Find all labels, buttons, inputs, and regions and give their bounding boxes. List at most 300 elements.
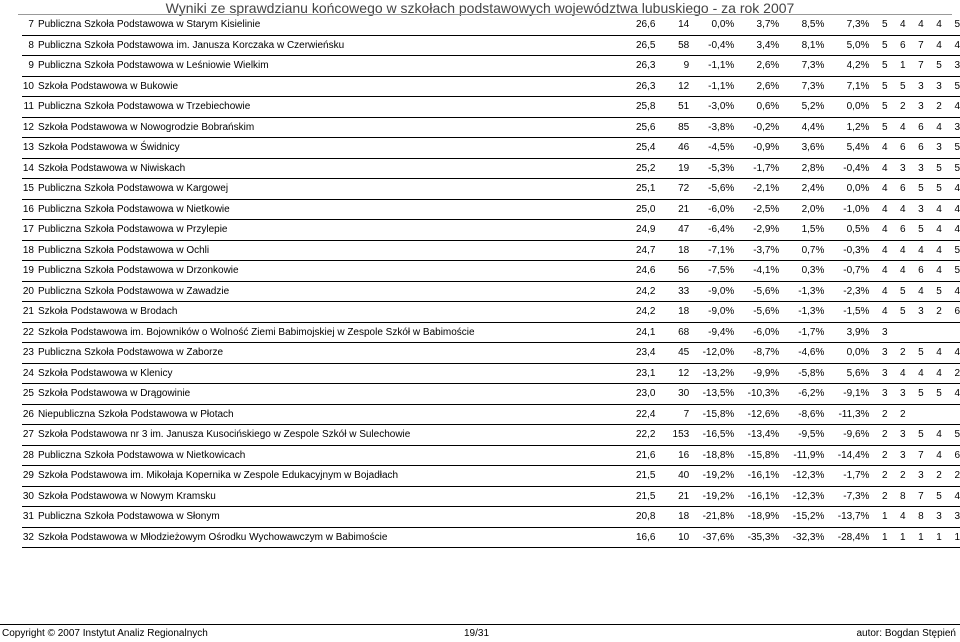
stanine-5: 4	[954, 285, 960, 297]
page-title: Wyniki ze sprawdzianu końcowego w szkołach podstawowych województwa lubuskiego - za rok 2007	[165, 0, 795, 16]
school-name: Publiczna Szkoła Podstawowa w Leśniowie Wielkim	[37, 60, 269, 71]
school-name: Publiczna Szkoła Podstawowa w Trzebiechowie	[37, 101, 251, 112]
stanine-3: 5	[918, 224, 924, 235]
stanine-4: 2	[936, 101, 942, 112]
stanine-4	[924, 322, 942, 343]
percent-3: 4,4%	[801, 121, 825, 133]
percent-3: 0,7%	[801, 244, 825, 256]
percent-4: -2,3%	[843, 285, 870, 297]
stanine-2: 5	[900, 80, 906, 92]
stanine-2: 4	[900, 265, 906, 276]
percent-3: -1,3%	[798, 285, 825, 297]
school-name: Publiczna Szkoła Podstawowa w Starym Kisielinie	[37, 19, 261, 30]
percent-4: -0,4%	[843, 162, 870, 174]
stanine-2: 6	[900, 224, 906, 235]
stanine-2: 3	[900, 162, 906, 174]
row-number: 20	[22, 285, 34, 297]
stanine-4: 4	[936, 203, 942, 215]
row-number: 25	[22, 388, 34, 399]
stanine-3: 4	[918, 19, 924, 30]
percent-3: 2,8%	[801, 162, 825, 174]
stanine-5	[942, 322, 960, 343]
average-score: 25,6	[635, 121, 656, 133]
table-row	[22, 240, 960, 261]
average-score: 21,5	[635, 490, 656, 502]
stanine-2: 2	[900, 347, 906, 358]
stanine-5	[942, 404, 960, 425]
row-number: 22	[22, 326, 34, 338]
percent-2: -12,6%	[747, 408, 780, 420]
stanine-2: 3	[900, 449, 906, 461]
stanine-4: 3	[936, 80, 942, 92]
percent-3: -4,6%	[798, 347, 825, 358]
stanine-3: 7	[918, 39, 924, 51]
table-row	[22, 384, 960, 405]
average-score: 23,0	[635, 388, 656, 399]
stanine-4: 3	[936, 142, 942, 153]
average-score: 25,1	[635, 183, 656, 194]
stanine-4: 4	[936, 347, 942, 358]
student-count: 85	[678, 121, 690, 133]
stanine-4: 4	[936, 39, 942, 51]
percent-2: -2,5%	[753, 203, 780, 215]
percent-1: -7,5%	[708, 265, 735, 276]
percent-4: 5,4%	[846, 142, 870, 153]
stanine-5: 2	[954, 367, 960, 379]
percent-1: -13,5%	[702, 388, 735, 399]
percent-3: -1,3%	[798, 306, 825, 317]
table-row	[22, 404, 960, 425]
percent-2: -5,6%	[753, 306, 780, 317]
stanine-1: 4	[881, 306, 888, 317]
stanine-5: 1	[954, 531, 960, 543]
stanine-1: 4	[881, 244, 888, 256]
stanine-5: 5	[954, 80, 960, 92]
stanine-1: 5	[881, 101, 888, 112]
school-name: Publiczna Szkoła Podstawowa w Kargowej	[37, 183, 229, 194]
stanine-1: 4	[881, 224, 888, 235]
student-count: 9	[683, 60, 690, 71]
percent-3: -1,7%	[798, 326, 825, 338]
row-number: 7	[28, 19, 34, 30]
stanine-3: 1	[918, 531, 924, 543]
table-row	[22, 56, 960, 77]
table-row	[22, 97, 960, 118]
school-name: Szkoła Podstawowa w Świdnicy	[37, 142, 180, 153]
stanine-4: 4	[936, 265, 942, 276]
school-name: Szkoła Podstawowa w Młodzieżowym Ośrodku Wychowawczym w Babimoście	[37, 531, 388, 543]
stanine-2: 6	[900, 39, 906, 51]
stanine-3: 3	[918, 101, 924, 112]
stanine-4: 5	[936, 162, 942, 174]
table-row	[22, 281, 960, 302]
average-score: 24,1	[635, 326, 656, 338]
school-name: Szkoła Podstawowa w Nowogrodzie Bobrańskim	[37, 121, 255, 133]
percent-2: -16,1%	[747, 470, 780, 481]
percent-3: 5,2%	[801, 101, 825, 112]
percent-4: -1,5%	[843, 306, 870, 317]
average-score: 25,2	[635, 162, 656, 174]
stanine-1: 5	[881, 121, 888, 133]
row-number: 24	[22, 367, 34, 379]
student-count: 14	[678, 19, 690, 30]
percent-2: -0,2%	[753, 121, 780, 133]
average-score: 24,9	[635, 224, 656, 235]
stanine-3: 4	[918, 244, 924, 256]
stanine-2: 3	[900, 388, 906, 399]
footer-page-number: 19/31	[464, 628, 490, 639]
school-name: Publiczna Szkoła Podstawowa w Ochli	[37, 244, 210, 256]
stanine-3: 3	[918, 470, 924, 481]
stanine-3: 4	[918, 367, 924, 379]
stanine-2: 5	[900, 306, 906, 317]
percent-2: -18,9%	[747, 511, 780, 522]
stanine-1: 3	[881, 388, 888, 399]
percent-1: 0,0%	[711, 19, 735, 30]
stanine-4: 4	[936, 449, 942, 461]
table-row	[22, 220, 960, 241]
percent-1: -1,1%	[708, 80, 735, 92]
school-name: Szkoła Podstawowa w Bukowie	[37, 80, 179, 92]
stanine-2: 2	[900, 470, 906, 481]
percent-3: -32,3%	[792, 531, 825, 543]
stanine-2: 1	[900, 60, 906, 71]
stanine-4: 4	[936, 19, 942, 30]
stanine-5: 4	[954, 183, 960, 194]
percent-2: -10,3%	[747, 388, 780, 399]
stanine-5: 5	[954, 265, 960, 276]
percent-4: -11,3%	[838, 408, 870, 420]
stanine-3: 5	[918, 388, 924, 399]
row-number: 30	[22, 490, 34, 502]
school-name: Publiczna Szkoła Podstawowa w Przylepie	[37, 224, 228, 235]
table-row	[22, 158, 960, 179]
percent-4: 1,2%	[846, 121, 870, 133]
stanine-4: 3	[936, 511, 942, 522]
school-name: Publiczna Szkoła Podstawowa w Nietkowicach	[37, 449, 246, 461]
percent-4: 5,0%	[846, 39, 870, 51]
percent-2: 3,7%	[756, 19, 780, 30]
percent-3: -11,9%	[793, 449, 825, 461]
percent-3: 7,3%	[801, 80, 825, 92]
average-score: 26,5	[635, 39, 656, 51]
row-number: 15	[22, 183, 34, 194]
percent-2: -2,9%	[753, 224, 780, 235]
average-score: 24,2	[635, 285, 656, 297]
average-score: 22,2	[635, 429, 656, 440]
student-count: 72	[678, 183, 690, 194]
stanine-3	[906, 322, 924, 343]
percent-4: 5,6%	[846, 367, 870, 379]
stanine-1: 5	[881, 39, 888, 51]
percent-4: -1,7%	[843, 470, 870, 481]
stanine-5: 5	[954, 142, 960, 153]
table-row	[22, 76, 960, 97]
table-row	[22, 343, 960, 364]
row-number: 9	[28, 60, 34, 71]
row-number: 17	[22, 224, 34, 235]
table-row	[22, 199, 960, 220]
student-count: 19	[678, 162, 690, 174]
stanine-2: 5	[900, 285, 906, 297]
percent-2: 0,6%	[756, 101, 780, 112]
table-row	[22, 322, 960, 343]
table-row	[22, 486, 960, 507]
student-count: 40	[678, 470, 690, 481]
stanine-3: 8	[918, 511, 924, 522]
percent-3: 2,4%	[801, 183, 825, 194]
student-count: 10	[678, 531, 690, 543]
average-score: 24,7	[635, 244, 656, 256]
percent-1: -3,8%	[708, 121, 735, 133]
stanine-2: 6	[900, 142, 906, 153]
percent-4: 0,0%	[846, 183, 870, 194]
stanine-5: 3	[954, 121, 960, 133]
percent-4: -0,7%	[843, 265, 870, 276]
percent-1: -21,8%	[702, 511, 735, 522]
stanine-4: 5	[936, 60, 942, 71]
row-number: 31	[22, 511, 34, 522]
school-name: Szkoła Podstawowa w Drągowinie	[37, 388, 191, 399]
stanine-1: 2	[881, 470, 888, 481]
table-row	[22, 179, 960, 200]
school-name: Szkoła Podstawowa w Brodach	[37, 306, 178, 317]
school-name: Publiczna Szkoła Podstawowa w Zaborze	[37, 347, 224, 358]
stanine-3: 6	[918, 265, 924, 276]
percent-2: 3,4%	[756, 39, 780, 51]
stanine-5: 5	[954, 429, 960, 440]
row-number: 16	[22, 203, 34, 215]
percent-2: -3,7%	[753, 244, 780, 256]
stanine-2: 2	[900, 101, 906, 112]
average-score: 24,6	[635, 265, 656, 276]
percent-3: -15,2%	[792, 511, 825, 522]
student-count: 30	[678, 388, 690, 399]
percent-2: -15,8%	[747, 449, 780, 461]
average-score: 20,8	[635, 511, 656, 522]
percent-3: 8,1%	[801, 39, 825, 51]
student-count: 33	[678, 285, 690, 297]
row-number: 11	[23, 101, 34, 112]
stanine-3: 7	[918, 490, 924, 502]
stanine-2: 4	[900, 367, 906, 379]
student-count: 58	[678, 39, 690, 51]
average-score: 26,3	[635, 80, 656, 92]
stanine-1: 5	[881, 80, 888, 92]
row-number: 14	[22, 162, 34, 174]
row-number: 32	[22, 531, 34, 543]
percent-2: 2,6%	[756, 60, 780, 71]
table-row	[22, 117, 960, 138]
stanine-1: 3	[881, 367, 888, 379]
school-name: Publiczna Szkoła Podstawowa w Słonym	[37, 511, 220, 522]
results-table-body	[22, 15, 960, 548]
percent-1: -1,1%	[708, 60, 735, 71]
percent-1: -19,2%	[702, 470, 735, 481]
stanine-1: 4	[881, 265, 888, 276]
student-count: 7	[683, 408, 690, 420]
stanine-4: 2	[936, 306, 942, 317]
percent-3: 2,0%	[801, 203, 825, 215]
results-table	[22, 15, 960, 548]
stanine-5: 6	[954, 306, 960, 317]
stanine-2: 4	[900, 244, 906, 256]
percent-4: 7,1%	[846, 80, 870, 92]
stanine-4: 5	[936, 285, 942, 297]
stanine-1: 5	[881, 60, 888, 71]
stanine-2	[888, 322, 906, 343]
percent-1: -7,1%	[708, 244, 735, 256]
percent-1: -19,2%	[702, 490, 735, 502]
stanine-1: 1	[881, 531, 888, 543]
stanine-5: 4	[954, 224, 960, 235]
stanine-4: 5	[936, 183, 942, 194]
school-name: Publiczna Szkoła Podstawowa w Drzonkowie	[37, 265, 239, 276]
percent-2: -9,9%	[753, 367, 780, 379]
table-row	[22, 302, 960, 323]
student-count: 47	[678, 224, 690, 235]
percent-2: -4,1%	[753, 265, 780, 276]
stanine-5: 4	[954, 39, 960, 51]
percent-2: -2,1%	[753, 183, 780, 194]
average-score: 22,4	[635, 408, 656, 420]
stanine-3: 6	[918, 142, 924, 153]
stanine-1: 4	[881, 162, 888, 174]
percent-1: -5,6%	[708, 183, 735, 194]
student-count: 12	[678, 367, 690, 379]
stanine-2: 8	[900, 490, 906, 502]
percent-1: -6,4%	[708, 224, 735, 235]
row-number: 21	[22, 306, 34, 317]
average-score: 26,3	[635, 60, 656, 71]
percent-4: 4,2%	[846, 60, 870, 71]
stanine-4: 5	[936, 388, 942, 399]
student-count: 46	[678, 142, 690, 153]
percent-3: -12,3%	[792, 490, 825, 502]
stanine-4: 4	[936, 224, 942, 235]
percent-3: 8,5%	[801, 19, 825, 30]
average-score: 23,4	[635, 347, 656, 358]
row-number: 23	[22, 347, 34, 358]
stanine-3: 5	[918, 183, 924, 194]
stanine-3: 3	[918, 162, 924, 174]
student-count: 51	[678, 101, 690, 112]
stanine-3: 4	[918, 285, 924, 297]
table-row	[22, 138, 960, 159]
percent-2: -13,4%	[747, 429, 780, 440]
stanine-5: 3	[954, 511, 960, 522]
stanine-1: 2	[881, 408, 888, 420]
percent-2: -6,0%	[753, 326, 780, 338]
stanine-5: 5	[954, 244, 960, 256]
stanine-3	[906, 404, 924, 425]
student-count: 12	[678, 80, 690, 92]
stanine-2: 4	[900, 511, 906, 522]
percent-2: -1,7%	[753, 162, 780, 174]
table-row	[22, 507, 960, 528]
table-row	[22, 425, 960, 446]
stanine-3: 3	[918, 80, 924, 92]
stanine-2: 4	[900, 203, 906, 215]
student-count: 21	[678, 203, 690, 215]
school-name: Szkoła Podstawowa w Nowym Kramsku	[37, 490, 216, 502]
percent-1: -3,0%	[708, 101, 735, 112]
footer-divider	[0, 624, 960, 625]
stanine-4: 4	[936, 121, 942, 133]
footer-author: autor: Bogdan Stępień	[856, 628, 956, 639]
student-count: 56	[678, 265, 690, 276]
percent-4: -9,6%	[843, 429, 870, 440]
stanine-4: 4	[936, 244, 942, 256]
school-name: Szkoła Podstawowa im. Mikołaja Kopernika w Zespole Edukacyjnym w Bojadłach	[37, 470, 399, 481]
percent-1: -9,4%	[708, 326, 735, 338]
average-score: 25,8	[635, 101, 656, 112]
stanine-1: 5	[881, 19, 888, 30]
row-number: 10	[22, 80, 34, 92]
percent-4: -14,4%	[837, 449, 870, 461]
average-score: 24,2	[635, 306, 656, 317]
stanine-5: 4	[954, 101, 960, 112]
percent-2: -16,1%	[747, 490, 780, 502]
stanine-1: 3	[881, 326, 888, 338]
percent-2: -5,6%	[753, 285, 780, 297]
percent-4: -28,4%	[837, 531, 870, 543]
stanine-1: 4	[881, 183, 888, 194]
percent-1: -0,4%	[708, 39, 735, 51]
student-count: 45	[678, 347, 690, 358]
student-count: 16	[678, 449, 690, 461]
table-row	[22, 363, 960, 384]
table-row	[22, 527, 960, 548]
percent-4: -0,3%	[843, 244, 870, 256]
percent-4: 3,9%	[846, 326, 870, 338]
school-name: Publiczna Szkoła Podstawowa w Nietkowie	[37, 203, 230, 215]
stanine-2: 1	[900, 531, 906, 543]
student-count: 18	[678, 511, 690, 522]
average-score: 23,1	[635, 367, 656, 379]
average-score: 21,6	[635, 449, 656, 461]
row-number: 8	[28, 39, 34, 51]
stanine-3: 7	[918, 60, 924, 71]
percent-3: 1,5%	[801, 224, 825, 235]
percent-1: -9,0%	[708, 285, 735, 297]
percent-3: -8,6%	[798, 408, 825, 420]
table-row	[22, 445, 960, 466]
percent-1: -18,8%	[702, 449, 735, 461]
percent-4: -13,7%	[837, 511, 870, 522]
stanine-2: 6	[900, 183, 906, 194]
stanine-2: 2	[900, 408, 906, 420]
percent-1: -15,8%	[702, 408, 735, 420]
percent-4: 0,0%	[846, 101, 870, 112]
student-count: 21	[678, 490, 690, 502]
row-number: 18	[22, 244, 34, 256]
stanine-5: 3	[954, 60, 960, 71]
stanine-2: 4	[900, 121, 906, 133]
student-count: 18	[678, 306, 690, 317]
school-name: Niepubliczna Szkoła Podstawowa w Płotach	[37, 408, 234, 420]
percent-1: -37,6%	[702, 531, 735, 543]
percent-4: 7,3%	[846, 19, 870, 30]
stanine-3: 6	[918, 121, 924, 133]
table-row	[22, 466, 960, 487]
percent-1: -4,5%	[708, 142, 735, 153]
stanine-5: 4	[954, 203, 960, 215]
percent-1: -16,5%	[702, 429, 735, 440]
row-number: 13	[22, 142, 34, 153]
stanine-5: 2	[954, 470, 960, 481]
percent-1: -6,0%	[708, 203, 735, 215]
